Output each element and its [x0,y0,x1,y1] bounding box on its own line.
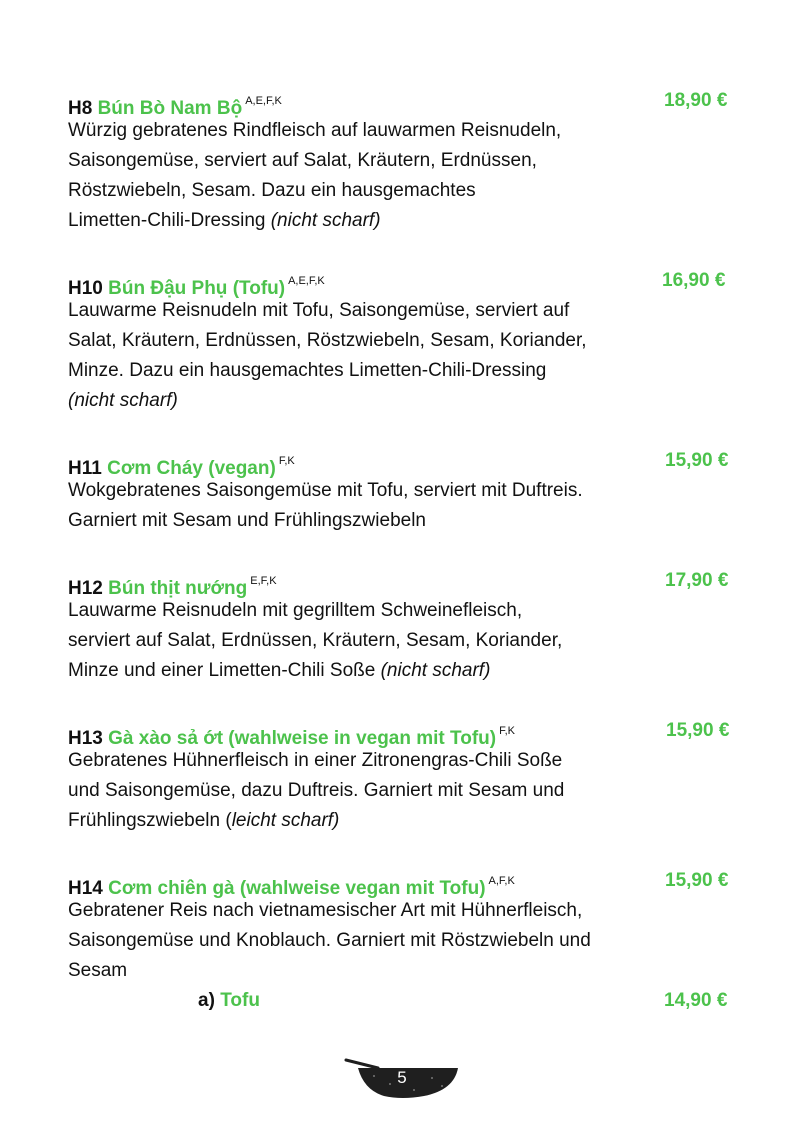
item-code: H11 [68,458,102,479]
item-description-line: Lauwarme Reisnudeln mit Tofu, Saisongemüse, serviert auf [68,300,570,321]
item-description-line: Gebratenes Hühnerfleisch in einer Zitronengras-Chili Soße [68,750,563,771]
item-description-line: Gebratener Reis nach vietnamesischer Art mit Hühnerfleisch, [68,900,583,921]
item-code: H8 [68,98,93,119]
menu-item-title [68,566,740,599]
spice-note: leicht scharf) [231,810,340,831]
item-allergens: A,F,K [488,875,515,887]
item-description-line [68,206,740,236]
item-description-line: Wokgebratenes Saisongemüse mit Tofu, serviert mit Duftreis. [68,480,583,501]
menu-item-title [68,266,740,299]
subitem-letter: a) [198,990,215,1011]
item-price: 18,90 € [664,90,728,111]
item-description-line [68,386,740,416]
item-allergens: F,K [499,725,516,737]
subitem-price: 14,90 € [664,990,728,1011]
item-description-line: Sesam [68,960,128,981]
menu-item-h13 [68,716,740,836]
menu-item-h8 [68,86,740,236]
spice-note: (nicht scharf) [380,660,491,681]
menu-item-h12 [68,566,740,686]
spice-note: (nicht scharf) [68,390,178,411]
item-price: 17,90 € [665,570,729,591]
item-name: Cơm chiên gà (wahlweise vegan mit Tofu) [108,878,486,899]
item-code: H12 [68,578,103,599]
subitem-label [198,986,260,1016]
menu-item-title [68,716,740,749]
menu-item-title [68,866,740,899]
item-price: 15,90 € [666,720,730,741]
page-number: 5 [397,1068,407,1087]
item-description-line [68,656,740,686]
item-name: Bún Bò Nam Bộ [97,98,243,119]
item-allergens: A,E,F,K [288,275,325,287]
menu-item-title [68,86,740,119]
description-text: Limetten-Chili-Dressing [68,210,271,231]
description-text: Frühlingszwiebeln ( [68,810,232,831]
item-description-line: und Saisongemüse, dazu Duftreis. Garniert mit Sesam und [68,780,565,801]
menu-item-h10 [68,266,740,416]
item-description-line: Röstzwiebeln, Sesam. Dazu ein hausgemachtes [68,180,476,201]
item-description-line: Würzig gebratenes Rindfleisch auf lauwarmen Reisnudeln, [68,120,562,141]
item-price: 16,90 € [662,270,726,291]
item-description-line [68,806,740,836]
page-footer [344,1056,460,1102]
subitem-name: Tofu [220,990,260,1011]
spice-note: (nicht scharf) [270,210,381,231]
menu-subitem-tofu [68,986,740,1016]
item-name: Bún Đậu Phụ (Tofu) [108,278,286,299]
item-price: 15,90 € [665,450,729,471]
item-name: Cơm Cháy (vegan) [107,458,276,479]
item-code: H14 [68,878,103,899]
description-text: Minze und einer Limetten-Chili Soße [68,660,381,681]
item-description-line: Garniert mit Sesam und Frühlingszwiebeln [68,510,426,531]
item-code: H10 [68,278,103,299]
item-name: Bún thịt nướng [108,578,248,599]
item-allergens: E,F,K [250,575,277,587]
item-description-line: Salat, Kräutern, Erdnüssen, Röstzwiebeln, Sesam, Koriander, [68,330,587,351]
menu-item-h11 [68,446,740,536]
menu-item-title [68,446,740,479]
item-price: 15,90 € [665,870,729,891]
item-description-line: Minze. Dazu ein hausgemachtes Limetten-Chili-Dressing [68,360,547,381]
item-allergens: F,K [278,455,295,467]
menu-item-h14 [68,866,740,986]
item-allergens: A,E,F,K [245,95,282,107]
item-description-line: serviert auf Salat, Erdnüssen, Kräutern, Sesam, Koriander, [68,630,563,651]
item-code: H13 [68,728,103,749]
item-description-line: Saisongemüse, serviert auf Salat, Kräutern, Erdnüssen, [68,150,537,171]
item-description-line: Saisongemüse und Knoblauch. Garniert mit Röstzwiebeln und [68,930,591,951]
item-description-line: Lauwarme Reisnudeln mit gegrilltem Schweinefleisch, [68,600,523,621]
item-name: Gà xào sả ớt (wahlweise in vegan mit Tofu) [108,728,497,749]
